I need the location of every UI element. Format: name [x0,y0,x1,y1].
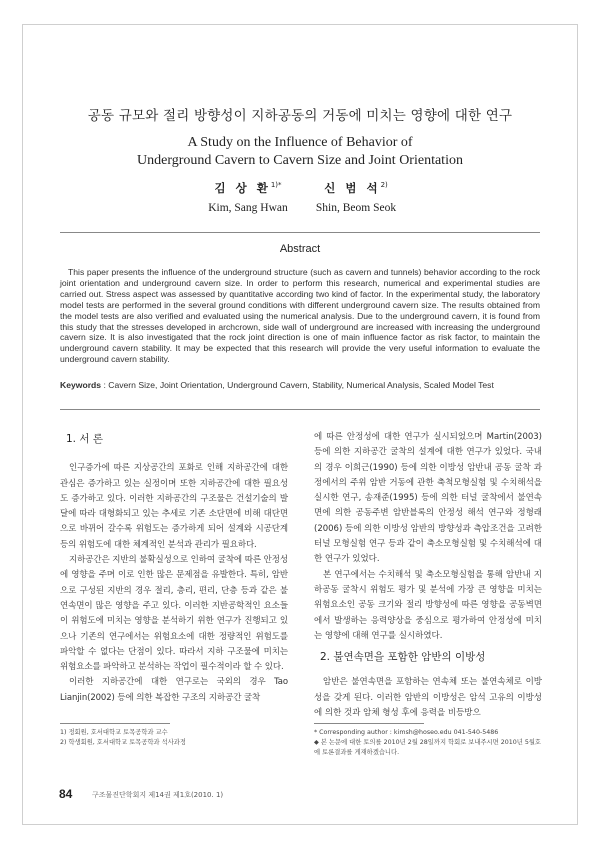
footnote-affiliation-2: 2) 학생회원, 호서대학교 토목공학과 석사과정 [60,738,186,746]
author-1-english-name: Kim, Sang Hwan [208,202,288,214]
author-1-affiliation-mark: 1)* [270,181,282,190]
abstract-text: This paper presents the influence of the underground structure (such as cavern and tunnels) behavior according to the rock joint orientation and underground cavern size. In order to perform this research, numerical and experimental studies are carried out. Stress aspect was assessed by quantitative according two kind of factor. In the experimental study, the laboratory model tests are performed in the several ground conditions with different underground cavern size. The results obtained from the model tests are also verified and evaluated using the numerical analysis. Due to the underground cavern, it is found from this study that the stresses developed in archcrown, side wall of underground are increased with increasing the underground cavern size. It is also investigated that the rock joint direction is one of main influence factor as risk factor, to maintain the underground cavern stability. It may be expected that this research will provide the very useful information to evaluate the underground cavern stability. [60,267,540,365]
keywords [60,380,540,390]
keywords-label: Keywords [60,380,102,390]
author-2-affiliation-mark: 2) [380,181,388,190]
journal-citation: 구조물진단학회지 제14권 제1호(2010. 1) [92,791,224,799]
author-1-korean-name: 김 상 환 [214,181,271,195]
english-title [0,134,600,170]
section-heading-anisotropy: 2. 불연속면을 포함한 암반의 이방성 [320,651,486,664]
author-block [0,180,600,220]
author-2-korean-name: 신 범 석 [324,181,381,195]
abstract-bottom-rule [60,409,540,410]
intro-continuation-paragraph: 에 따른 안정성에 대한 연구가 실시되었으며 Martin(2003) 등에 의한 지하공간 굴착의 설계에 대한 연구가 있었다. 국내의 경우 이희근(1990) 등에 의한 이방성 암반내 공동 굴착 과정에서의 주위 암반 거동에 관한 축척모형실험 및 수치해석을 실시한 연구, 송재준(1995) 등에 의한 터널 굴착에서 불연속면에 의한 공동주변 암반블록의 안정성 해석 연구와 정형래(2006) 등에 의한 이방성 암반의 방향성과 측압조건을 고려한 터널 모형실험 연구 등과 같이 축소모형실험 및 수치해석에 대한 연구가 있었다. [314,432,542,565]
page-number: 84 [59,787,73,801]
footnote-discussion-notice: ◆ 본 논문에 대한 토의를 2010년 2월 28일까지 학회로 보내주시면 2010년 5월호에 토론결과를 게재하겠습니다. [314,738,542,756]
english-title-line-1: A Study on the Influence of Behavior of [187,135,413,150]
intro-paragraph-1: 인구증가에 따른 지상공간의 포화로 인해 지하공간에 대한 관심은 증가하고 있는 실정이며 또한 지하공간에 대한 필요성도 증가하고 있다. 이러한 지하공간의 구조물은 건설기술의 발달에 따라 대형화되고 있는 추세로 기존 소단면에 비해 대단면으로 바뀌어 갈수록 위험도는 증가하게 되어 설계와 시공단계 등의 위험도에 대한 체계적인 분석과 관리가 필요하다. [60,463,288,550]
section2-paragraph-1: 암반은 불연속면을 포함하는 연속체 또는 불연속체로 이방성을 갖게 된다. 이러한 암반의 이방성은 암석 고유의 이방성에 의한 것과 암체 형성 후에 응력을 비등방으 [314,677,542,719]
footnote-rule-left [60,723,170,724]
footnotes-left [60,728,288,748]
english-title-line-2: Underground Cavern to Cavern Size and Joint Orientation [137,153,463,168]
intro-paragraph-2: 지하공간은 지반의 불확실성으로 인하여 굴착에 따른 안정성에 영향을 주며 이로 인한 많은 문제점을 유발한다. 특히, 암반으로 구성된 지반의 경우 절리, 층리, 편리, 단층 등과 같은 불연속면이 많은 영향을 주고 있다. 이러한 지반공학적인 요소들이 위험도에 미치는 영향을 분석하기 위한 연구가 진행되고 있으나 기존의 연구에서는 위험요소에 대한 정량적인 위험도를 파악할 수 없다는 단점이 있다. 따라서 지하 구조물에 미치는 위험요소를 파악하고 분석하는 작업이 필수적이라 할 수 있다. [60,555,288,673]
footnote-affiliation-1: 1) 정회원, 호서대학교 토목공학과 교수 [60,729,168,736]
footnotes-right [314,728,542,757]
keywords-list: : Cavern Size, Joint Orientation, Underground Cavern, Stability, Numerical Analysis, Scaled Model Test [101,380,494,390]
footnote-rule-right [314,723,424,724]
intro-paragraph-3: 이러한 지하공간에 대한 연구로는 국외의 경우 Tao Lianjin(2002) 등에 의한 복잡한 구조의 지하공간 굴착 [60,677,288,703]
right-column [314,430,542,721]
intro-paragraph-4: 본 연구에서는 수치해석 및 축소모형실험을 통해 암반내 지하공동 굴착시 위험도 평가 및 분석에 가장 큰 영향을 미치는 위험요소인 공동 크기와 절리 방향성에 따른 영향을 공동벽면에서 발생하는 응력양상을 중심으로 평가하여 안정성에 미치는 영향에 대해 연구를 실시하였다. [314,569,542,641]
left-column [60,430,288,706]
abstract-top-rule [60,232,540,233]
abstract-heading: Abstract [279,243,321,255]
footnote-corresponding-author: * Corresponding author : kimsh@hoseo.edu 041-540-5486 [314,729,499,736]
section-heading-introduction: 1. 서 론 [66,433,103,445]
author-2-english-name: Shin, Beom Seok [315,202,397,214]
korean-title: 공동 규모와 절리 방향성이 지하공동의 거동에 미치는 영향에 대한 연구 [87,108,513,124]
author-2 [276,180,436,214]
